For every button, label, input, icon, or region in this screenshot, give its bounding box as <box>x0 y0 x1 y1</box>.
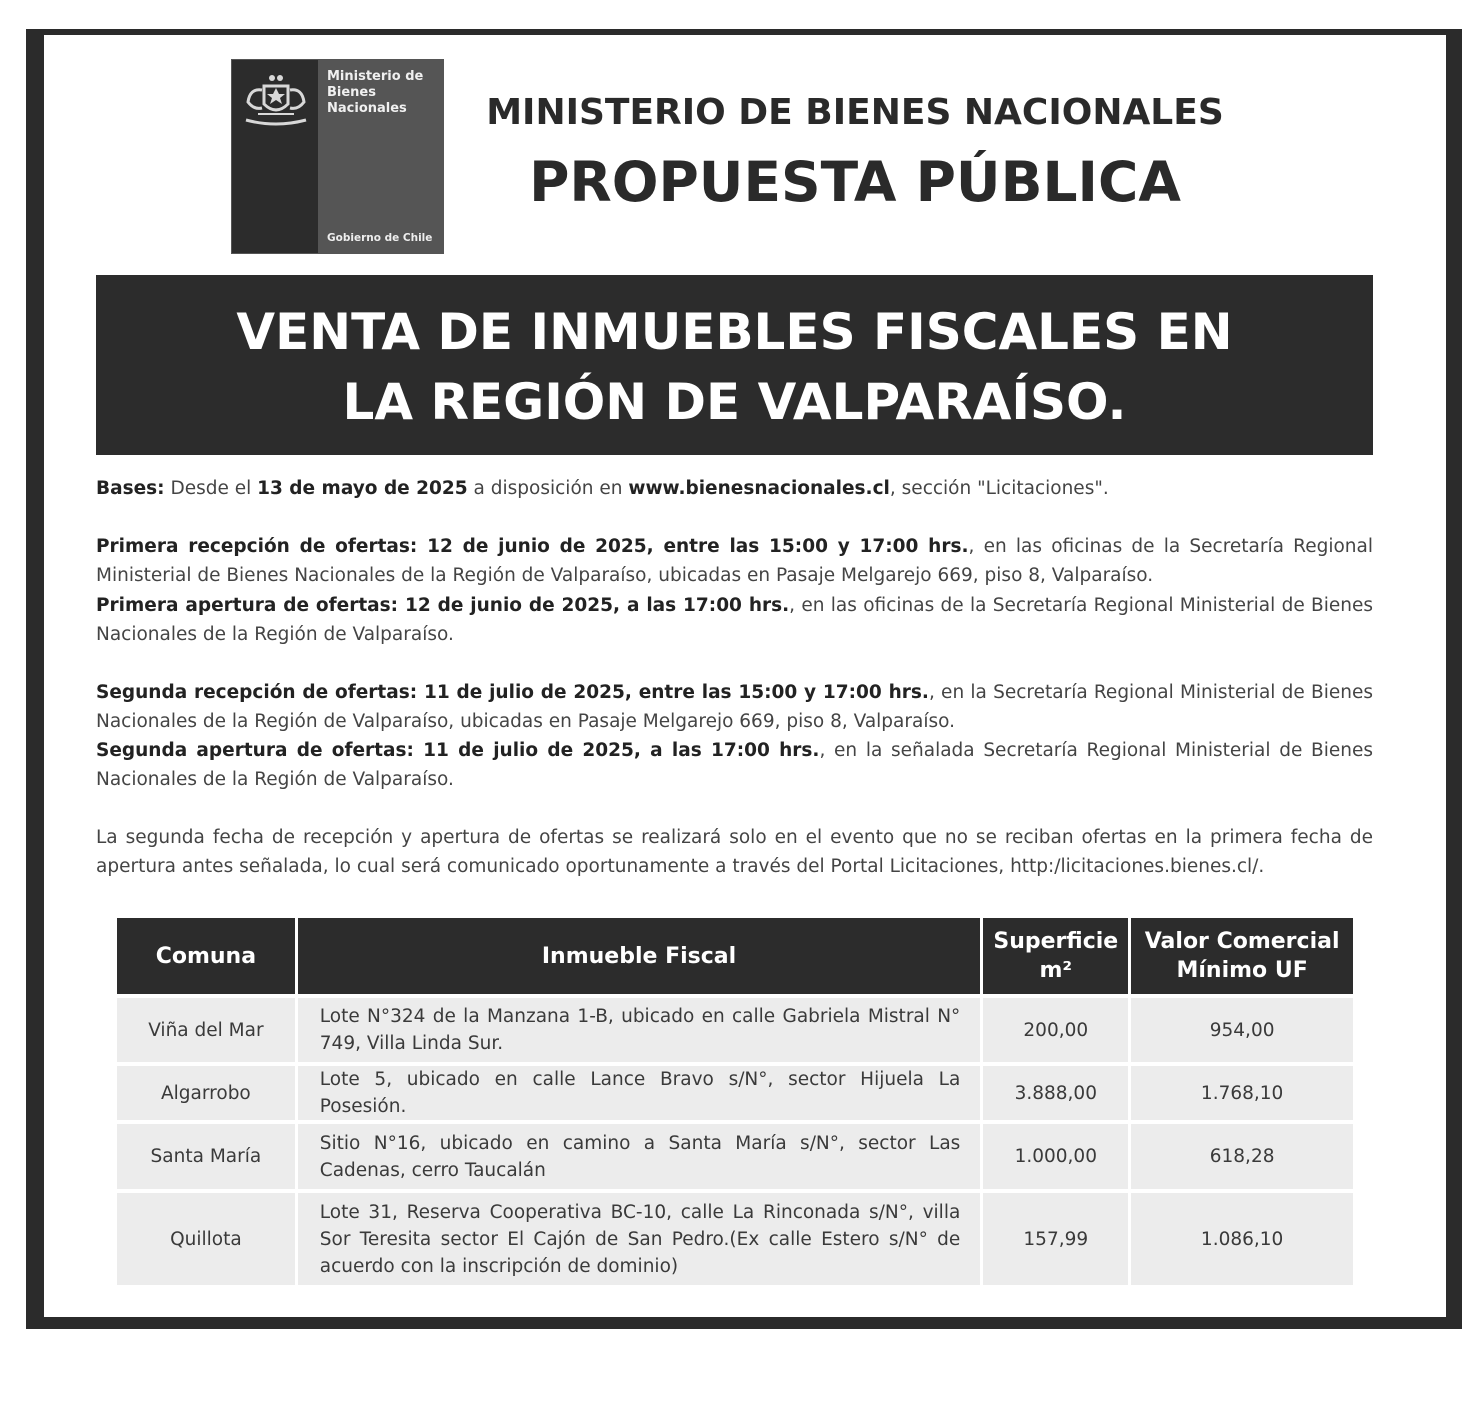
nota-paragraph: La segunda fecha de recepción y apertura de ofertas se realizará solo en el evento que no se reciban ofertas en la primera fecha de apertura antes señalada, lo cual será comunicado oportunamente a través del Portal Licitaciones, http:/licitaciones.bienes.cl/. <box>96 827 1373 877</box>
logo-ministry-name: Ministerio de Bienes Nacionales <box>327 69 424 116</box>
cell-comuna: Santa María <box>117 1124 295 1189</box>
bases-label: Bases: <box>96 478 165 499</box>
cell-inmueble: Lote 5, ubicado en calle Lance Bravo s/N°, sector Hijuela La Posesión. <box>298 1066 981 1120</box>
header-comuna: Comuna <box>117 918 295 994</box>
logo-government-label: Gobierno de Chile <box>327 232 433 244</box>
cell-inmueble: Lote 31, Reserva Cooperativa BC-10, calle La Rinconada s/N°, villa Sor Teresita sector El Cajón de San Pedro.(Ex calle Estero s/N° de acuerdo con la inscripción de dominio) <box>298 1193 981 1285</box>
primera-recepcion-paragraph <box>96 532 1373 590</box>
coat-of-arms-icon <box>242 70 310 130</box>
primera-recepcion-label: Primera recepción de ofertas: 12 de junio de 2025, entre las 15:00 y 17:00 hrs. <box>96 536 969 557</box>
cell-superficie: 3.888,00 <box>983 1066 1128 1120</box>
primera-apertura-paragraph <box>96 591 1373 649</box>
table-header-row <box>117 918 1353 994</box>
header-valor-line-2: Mínimo UF <box>1176 958 1308 983</box>
header-valor <box>1131 918 1353 994</box>
primera-apertura-label: Primera apertura de ofertas: 12 de junio de 2025, a las 17:00 hrs. <box>96 595 790 616</box>
segunda-apertura-label: Segunda apertura de ofertas: 11 de julio de 2025, a las 17:00 hrs. <box>96 740 820 761</box>
cell-inmueble: Sitio N°16, ubicado en camino a Santa María s/N°, sector Las Cadenas, cerro Taucalán <box>298 1124 981 1189</box>
cell-comuna: Viña del Mar <box>117 998 295 1062</box>
primera-recepcion-text: , en las oficinas de la Secretaría Regional Ministerial de Bienes Nacionales de la Región de Valparaíso, ubicadas en Pasaje Melgarejo 669, piso 8, Valparaíso. <box>96 536 1373 586</box>
inmuebles-table <box>114 914 1356 1289</box>
header-inmueble: Inmueble Fiscal <box>298 918 981 994</box>
segunda-recepcion-paragraph <box>96 678 1373 736</box>
page-title: PROPUESTA PÚBLICA <box>529 150 1181 214</box>
cell-superficie: 157,99 <box>983 1193 1128 1285</box>
table-row <box>117 1193 1353 1285</box>
header-superficie-unit: m² <box>1039 958 1073 983</box>
cell-comuna: Algarrobo <box>117 1066 295 1120</box>
primera-apertura-text: , en las oficinas de la Secretaría Regional Ministerial de Bienes Nacionales de la Región de Valparaíso. <box>96 595 1373 645</box>
bases-text-3: , sección "Licitaciones". <box>889 478 1109 499</box>
table-row <box>117 1124 1353 1189</box>
cell-superficie: 1.000,00 <box>983 1124 1128 1189</box>
cell-inmueble: Lote N°324 de la Manzana 1-B, ubicado en calle Gabriela Mistral N° 749, Villa Linda Sur. <box>298 998 981 1062</box>
ministry-logo <box>231 59 444 254</box>
banner-line-1: VENTA DE INMUEBLES FISCALES EN <box>236 303 1233 361</box>
bases-text-2: a disposición en <box>467 478 629 499</box>
segunda-apertura-text: , en la señalada Secretaría Regional Ministerial de Bienes Nacionales de la Región de Valparaíso. <box>96 740 1373 790</box>
header-superficie-label: Superficie <box>993 929 1119 954</box>
bases-paragraph <box>96 474 1373 503</box>
table-row <box>117 998 1353 1062</box>
cell-comuna: Quillota <box>117 1193 295 1285</box>
cell-valor: 1.086,10 <box>1131 1193 1353 1285</box>
bases-text-1: Desde el <box>164 478 258 499</box>
cell-valor: 618,28 <box>1131 1124 1353 1189</box>
cell-superficie: 200,00 <box>983 998 1128 1062</box>
cell-valor: 954,00 <box>1131 998 1353 1062</box>
table-row <box>117 1066 1353 1120</box>
header-valor-line-1: Valor Comercial <box>1144 929 1340 954</box>
cell-valor: 1.768,10 <box>1131 1066 1353 1120</box>
title-banner <box>96 275 1373 455</box>
header-superficie <box>983 918 1128 994</box>
ministry-heading: MINISTERIO DE BIENES NACIONALES <box>486 92 1224 133</box>
segunda-apertura-paragraph <box>96 736 1373 794</box>
segunda-recepcion-label: Segunda recepción de ofertas: 11 de julio de 2025, entre las 15:00 y 17:00 hrs. <box>96 682 929 703</box>
bases-date: 13 de mayo de 2025 <box>257 478 468 499</box>
banner-line-2: LA REGIÓN DE VALPARAÍSO. <box>342 373 1127 431</box>
bases-url-link[interactable]: www.bienesnacionales.cl <box>628 478 890 499</box>
segunda-recepcion-text: , en la Secretaría Regional Ministerial de Bienes Nacionales de la Región de Valparaíso, ubicadas en Pasaje Melgarejo 669, piso 8, Valparaíso. <box>96 682 1373 732</box>
